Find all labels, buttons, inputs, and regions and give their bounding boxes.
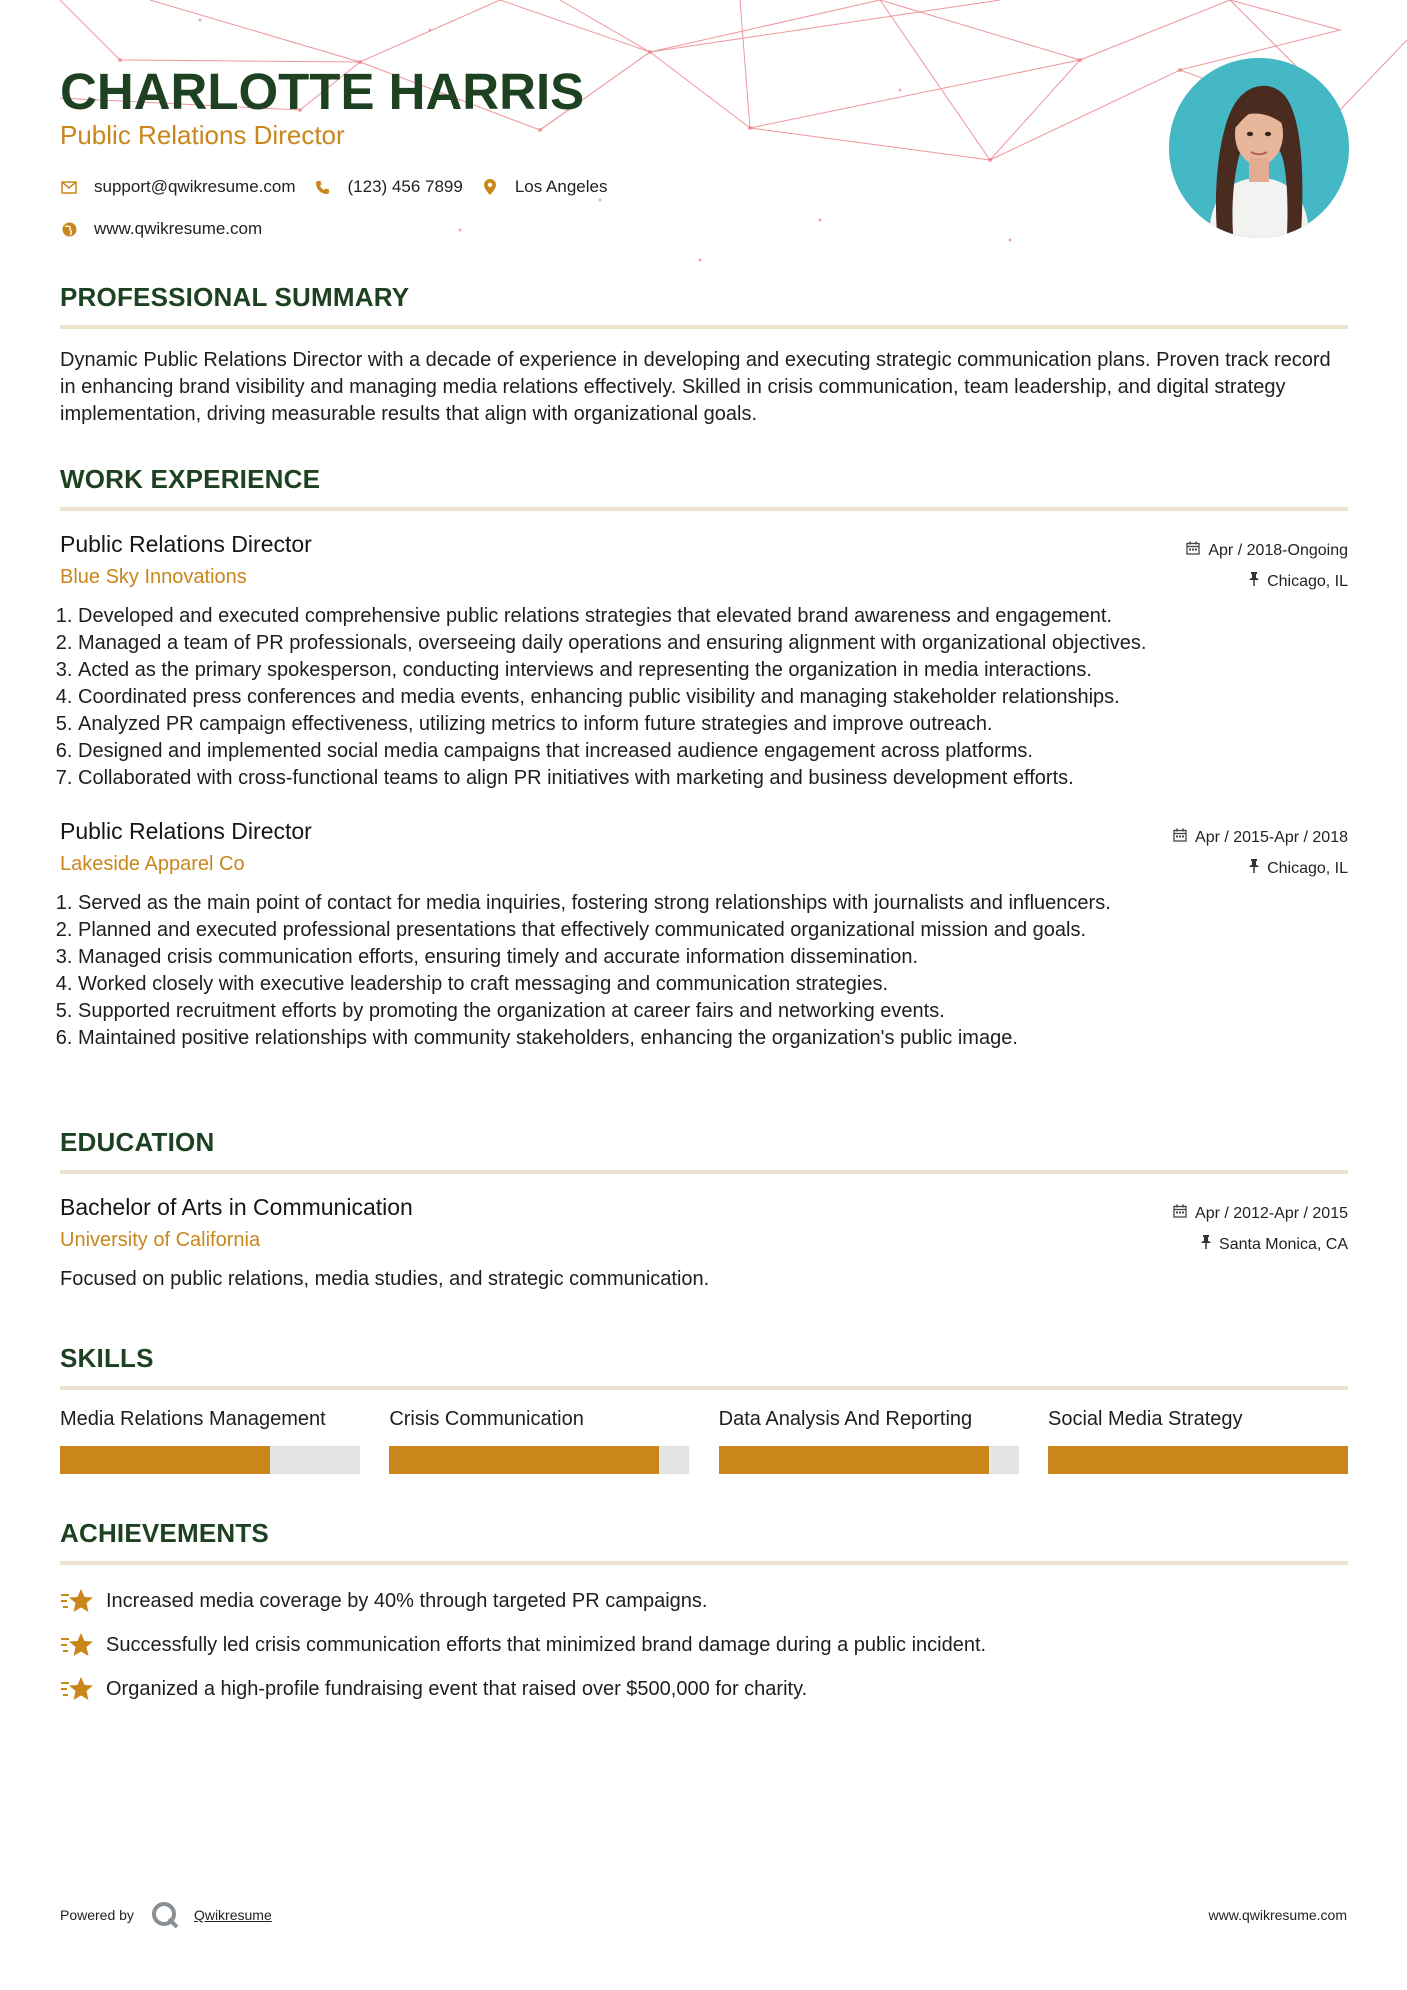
contact-location [481,177,608,197]
job-company: Blue Sky Innovations [60,566,247,588]
achievements-heading: ACHIEVEMENTS [60,1518,1348,1565]
list-item: 5. Supported recruitment efforts by promoting the organization at career fairs and networking events. [78,998,1348,1025]
skill-bar-fill [389,1446,659,1474]
contact-row [60,214,625,244]
footer-website-link[interactable]: www.qwikresume.com [1208,1907,1347,1923]
skill-item [719,1408,1019,1474]
footer-branding [60,1900,272,1930]
skill-name: Media Relations Management [60,1408,326,1430]
qwikresume-logo-icon [150,1900,180,1930]
job-company: Lakeside Apparel Co [60,853,245,875]
phone-icon [314,178,332,196]
job-entry [60,818,1348,1052]
powered-by-label: Powered by [60,1907,134,1923]
globe-icon [60,220,78,238]
job-meta [1186,535,1348,597]
list-item: 1. Developed and executed comprehensive public relations strategies that elevated brand awareness and engagement. [78,603,1348,630]
calendar-icon [1173,822,1187,853]
page-footer [60,1900,1347,1930]
list-item: 3. Acted as the primary spokesperson, conducting interviews and representing the organization in media interactions. [78,657,1348,684]
website-text: www.qwikresume.com [94,219,263,238]
degree-title: Bachelor of Arts in Communication [60,1194,413,1220]
summary-section [60,282,1348,428]
job-responsibilities [60,890,1348,1052]
job-dates [1173,822,1348,853]
list-item: 6. Maintained positive relationships with community stakeholders, enhancing the organization's public image. [78,1025,1348,1052]
qwikresume-link[interactable]: Qwikresume [193,1907,272,1923]
education-description: Focused on public relations, media studies, and strategic communication. [60,1268,710,1290]
phone-text: (123) 456 7899 [347,177,463,196]
contact-email[interactable] [60,177,296,197]
list-item [60,1623,1348,1667]
skill-name: Social Media Strategy [1047,1408,1243,1430]
contact-phone[interactable] [314,177,463,197]
skill-name: Crisis Communication [389,1408,584,1430]
skill-bar-fill [719,1446,989,1474]
summary-text: Dynamic Public Relations Director with a decade of experience in developing and executing strategic communication plans. Proven track record in enhancing brand visibility and managing media relations effectively. Skilled in crisis communication, team leadership, and digital strategy implementation, driving measurable results that align with organizational goals. [60,349,1331,425]
achievements-section [60,1518,1348,1711]
list-item: 6. Designed and implemented social media campaigns that increased audience engagement across platforms. [78,738,1348,765]
candidate-name: CHARLOTTE HARRIS [60,63,585,120]
job-entry [60,531,1348,792]
skill-item [60,1408,360,1474]
job-dates-text: Apr / 2018-Ongoing [1208,542,1348,559]
skill-bar [1048,1446,1348,1474]
skill-bar [719,1446,1019,1474]
education-heading: EDUCATION [60,1127,1348,1174]
list-item: 3. Managed crisis communication efforts, ensuring timely and accurate information dissemination. [78,944,1348,971]
contact-info [60,172,625,256]
achievement-text: Increased media coverage by 40% through targeted PR campaigns. [106,1589,708,1612]
pushpin-icon [1249,853,1259,884]
education-dates [1173,1198,1348,1229]
skill-item [1048,1408,1348,1474]
skill-item [389,1408,689,1474]
contact-row [60,172,625,202]
school-name: University of California [60,1229,261,1251]
education-meta [1173,1198,1348,1260]
star-icon [60,1631,94,1659]
map-pin-icon [481,178,499,196]
skill-bar [389,1446,689,1474]
education-section [60,1127,1348,1293]
job-location-text: Chicago, IL [1267,573,1348,590]
experience-heading: WORK EXPERIENCE [60,464,1348,511]
education-location [1173,1229,1348,1260]
job-title: Public Relations Director [60,531,312,557]
star-icon [60,1675,94,1703]
experience-section [60,464,1348,1052]
portrait-image [1169,58,1349,238]
achievement-list [60,1579,1348,1711]
list-item: 2. Managed a team of PR professionals, overseeing daily operations and ensuring alignment with organizational objectives. [78,630,1348,657]
pushpin-icon [1249,566,1259,597]
skill-bar-fill [1048,1446,1348,1474]
list-item: 1. Served as the main point of contact for media inquiries, fostering strong relationships with journalists and influencers. [78,890,1348,917]
job-dates-text: Apr / 2015-Apr / 2018 [1195,829,1348,846]
job-responsibilities [60,603,1348,792]
education-entry [60,1194,1348,1293]
location-text: Los Angeles [514,177,608,196]
contact-website[interactable] [60,219,262,239]
envelope-icon [60,178,78,196]
job-dates [1186,535,1348,566]
education-dates-text: Apr / 2012-Apr / 2015 [1195,1205,1348,1222]
skills-grid [60,1408,1348,1474]
skill-bar-fill [60,1446,270,1474]
skills-section [60,1343,1348,1474]
skill-name: Data Analysis And Reporting [718,1408,973,1430]
calendar-icon [1186,535,1200,566]
education-location-text: Santa Monica, CA [1219,1236,1348,1253]
candidate-role: Public Relations Director [60,120,345,150]
list-item: 5. Analyzed PR campaign effectiveness, utilizing metrics to inform future strategies and improve outreach. [78,711,1348,738]
list-item [60,1667,1348,1711]
list-item: 4. Worked closely with executive leadership to craft messaging and communication strategies. [78,971,1348,998]
skills-heading: SKILLS [60,1343,1348,1390]
list-item: 4. Coordinated press conferences and media events, enhancing public visibility and managing stakeholder relationships. [78,684,1348,711]
job-location [1173,853,1348,884]
list-item: 2. Planned and executed professional presentations that effectively communicated organizational mission and goals. [78,917,1348,944]
job-meta [1173,822,1348,884]
achievement-text: Successfully led crisis communication efforts that minimized brand damage during a public incident. [106,1633,987,1656]
calendar-icon [1173,1198,1187,1229]
star-icon [60,1587,94,1615]
list-item [60,1579,1348,1623]
job-location [1186,566,1348,597]
job-location-text: Chicago, IL [1267,860,1348,877]
pushpin-icon [1201,1229,1211,1260]
job-title: Public Relations Director [60,818,312,844]
summary-heading: PROFESSIONAL SUMMARY [60,282,1348,329]
email-text: support@qwikresume.com [94,177,296,196]
list-item: 7. Collaborated with cross-functional teams to align PR initiatives with marketing and business development efforts. [78,765,1348,792]
achievement-text: Organized a high-profile fundraising event that raised over $500,000 for charity. [106,1677,808,1700]
avatar [1169,58,1349,238]
skill-bar [60,1446,360,1474]
